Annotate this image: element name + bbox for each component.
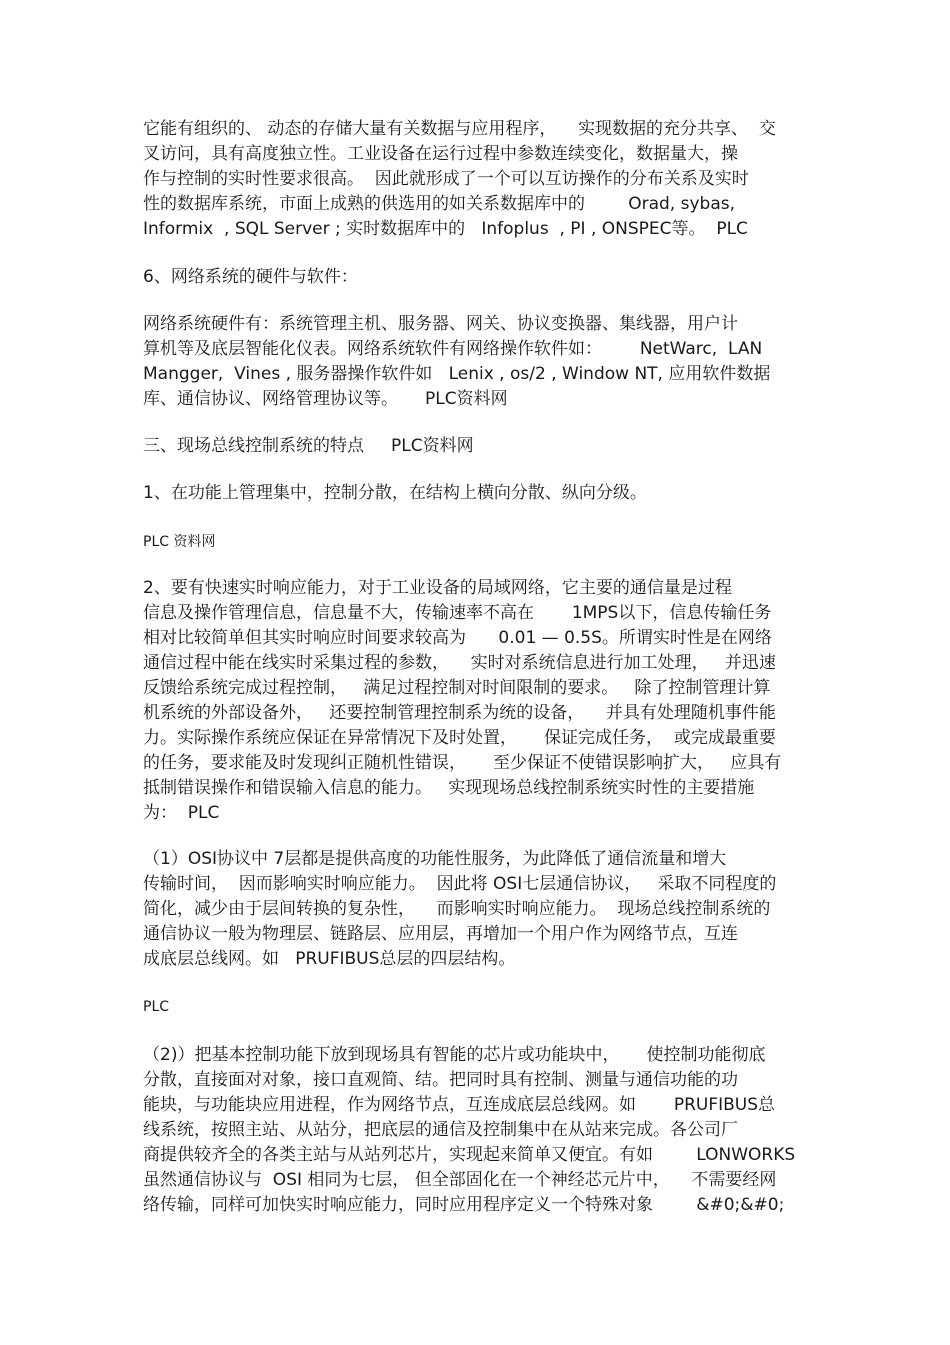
text-line: Informix , SQL Server ; 实时数据库中的 Infoplus , PI , ONSPEC等。 PLC <box>143 219 748 239</box>
text-line: 简化，减少由于层间转换的复杂性， 而影响实时响应能力。 现场总线控制系统的 <box>143 899 771 919</box>
text-line: 虽然通信协议与 OSI 相同为七层， 但全部固化在一个神经芯元片中， 不需要经网 <box>143 1170 777 1190</box>
text-line: 抵制错误操作和错误输入信息的能力。 实现现场总线控制系统实时性的主要措施 <box>143 778 755 798</box>
paragraph-measure-2 <box>143 1043 843 1218</box>
text-line: 2、要有快速实时响应能力，对于工业设备的局域网络，它主要的通信量是过程 <box>143 578 732 598</box>
watermark-plc-text <box>143 997 843 1017</box>
text-line: 作与控制的实时性要求很高。 因此就形成了一个可以互访操作的分布关系及实时 <box>143 169 749 189</box>
text-line: 线系统，按照主站、从站分，把底层的通信及控制集中在从站来完成。各公司厂 <box>143 1120 738 1140</box>
text-line: （1）OSI协议中 7层都是提供高度的功能性服务，为此降低了通信流量和增大 <box>143 849 727 869</box>
text-line: 6、网络系统的硬件与软件： <box>143 267 358 287</box>
text-line: PLC <box>143 999 170 1015</box>
text-line: 分散，直接面对对象，接口直观简、结。把同时具有控制、测量与通信功能的功 <box>143 1070 738 1090</box>
text-line: 库、通信协议、网络管理协议等。 PLC资料网 <box>143 389 508 409</box>
watermark-plc-text <box>143 532 843 552</box>
text-line: 它能有组织的、 动态的存储大量有关数据与应用程序， 实现数据的充分共享、 交 <box>143 119 776 139</box>
text-line: 三、现场总线控制系统的特点 PLC资料网 <box>143 436 474 456</box>
text-line: 信息及操作管理信息，信息量不大，传输速率不高在 1MPS以下，信息传输任务 <box>143 603 772 623</box>
paragraph-feature-2 <box>143 576 843 826</box>
text-line: 性的数据库系统，市面上成熟的供选用的如关系数据库中的 Orad, sybas, <box>143 194 736 214</box>
text-line: 成底层总线网。如 PRUFIBUS总层的四层结构。 <box>143 949 516 969</box>
text-line: （2)）把基本控制功能下放到现场具有智能的芯片或功能块中， 使控制功能彻底 <box>143 1045 766 1065</box>
text-line: 商提供较齐全的各类主站与从站列芯片，实现起来简单又便宜。有如 LONWORKS <box>143 1145 796 1165</box>
section-heading-fieldbus-features <box>143 434 843 459</box>
text-line: 能块，与功能块应用进程，作为网络节点，互连成底层总线网。如 PRUFIBUS总 <box>143 1095 776 1115</box>
text-line: 传输时间， 因而影响实时响应能力。 因此将 OSI七层通信协议， 采取不同程度的 <box>143 874 777 894</box>
paragraph-feature-1 <box>143 481 843 506</box>
text-line: 力。实际操作系统应保证在异常情况下及时处置， 保证完成任务， 或完成最重要 <box>143 728 776 748</box>
text-line: 算机等及底层智能化仪表。网络系统软件有网络操作软件如： NetWarc, LAN <box>143 339 763 359</box>
text-line: 络传输，同样可加快实时响应能力，同时应用程序定义一个特殊对象 &#0;&#0; <box>143 1195 785 1215</box>
text-line: 叉访问，具有高度独立性。工业设备在运行过程中参数连续变化，数据量大，操 <box>143 144 738 164</box>
text-line: 为： PLC <box>143 803 220 823</box>
section-heading-network-hardware-software <box>143 265 843 290</box>
paragraph-database-systems <box>143 117 843 242</box>
paragraph-measure-1 <box>143 847 843 972</box>
text-line: Mangger, Vines , 服务器操作软件如 Lenix , os/2 , Window NT, 应用软件数据 <box>143 364 771 384</box>
text-line: 的任务，要求能及时发现纠正随机性错误， 至少保证不使错误影响扩大， 应具有 <box>143 753 782 773</box>
text-line: 机系统的外部设备外， 还要控制管理控制系为统的设备， 并具有处理随机事件能 <box>143 703 776 723</box>
text-line: 反馈给系统完成过程控制， 满足过程控制对时间限制的要求。 除了控制管理计算 <box>143 678 771 698</box>
text-line: 通信协议一般为物理层、链路层、应用层，再增加一个用户作为网络节点，互连 <box>143 924 738 944</box>
text-line: PLC 资料网 <box>143 534 216 550</box>
text-line: 通信过程中能在线实时采集过程的参数， 实时对系统信息进行加工处理， 并迅速 <box>143 653 776 673</box>
text-line: 网络系统硬件有：系统管理主机、服务器、网关、协议变换器、集线器，用户计 <box>143 314 738 334</box>
text-line: 相对比较简单但其实时响应时间要求较高为 0.01 — 0.5S。所谓实时性是在网络 <box>143 628 772 648</box>
paragraph-network-hardware <box>143 312 843 412</box>
text-line: 1、在功能上管理集中，控制分散，在结构上横向分散、纵向分级。 <box>143 483 647 503</box>
